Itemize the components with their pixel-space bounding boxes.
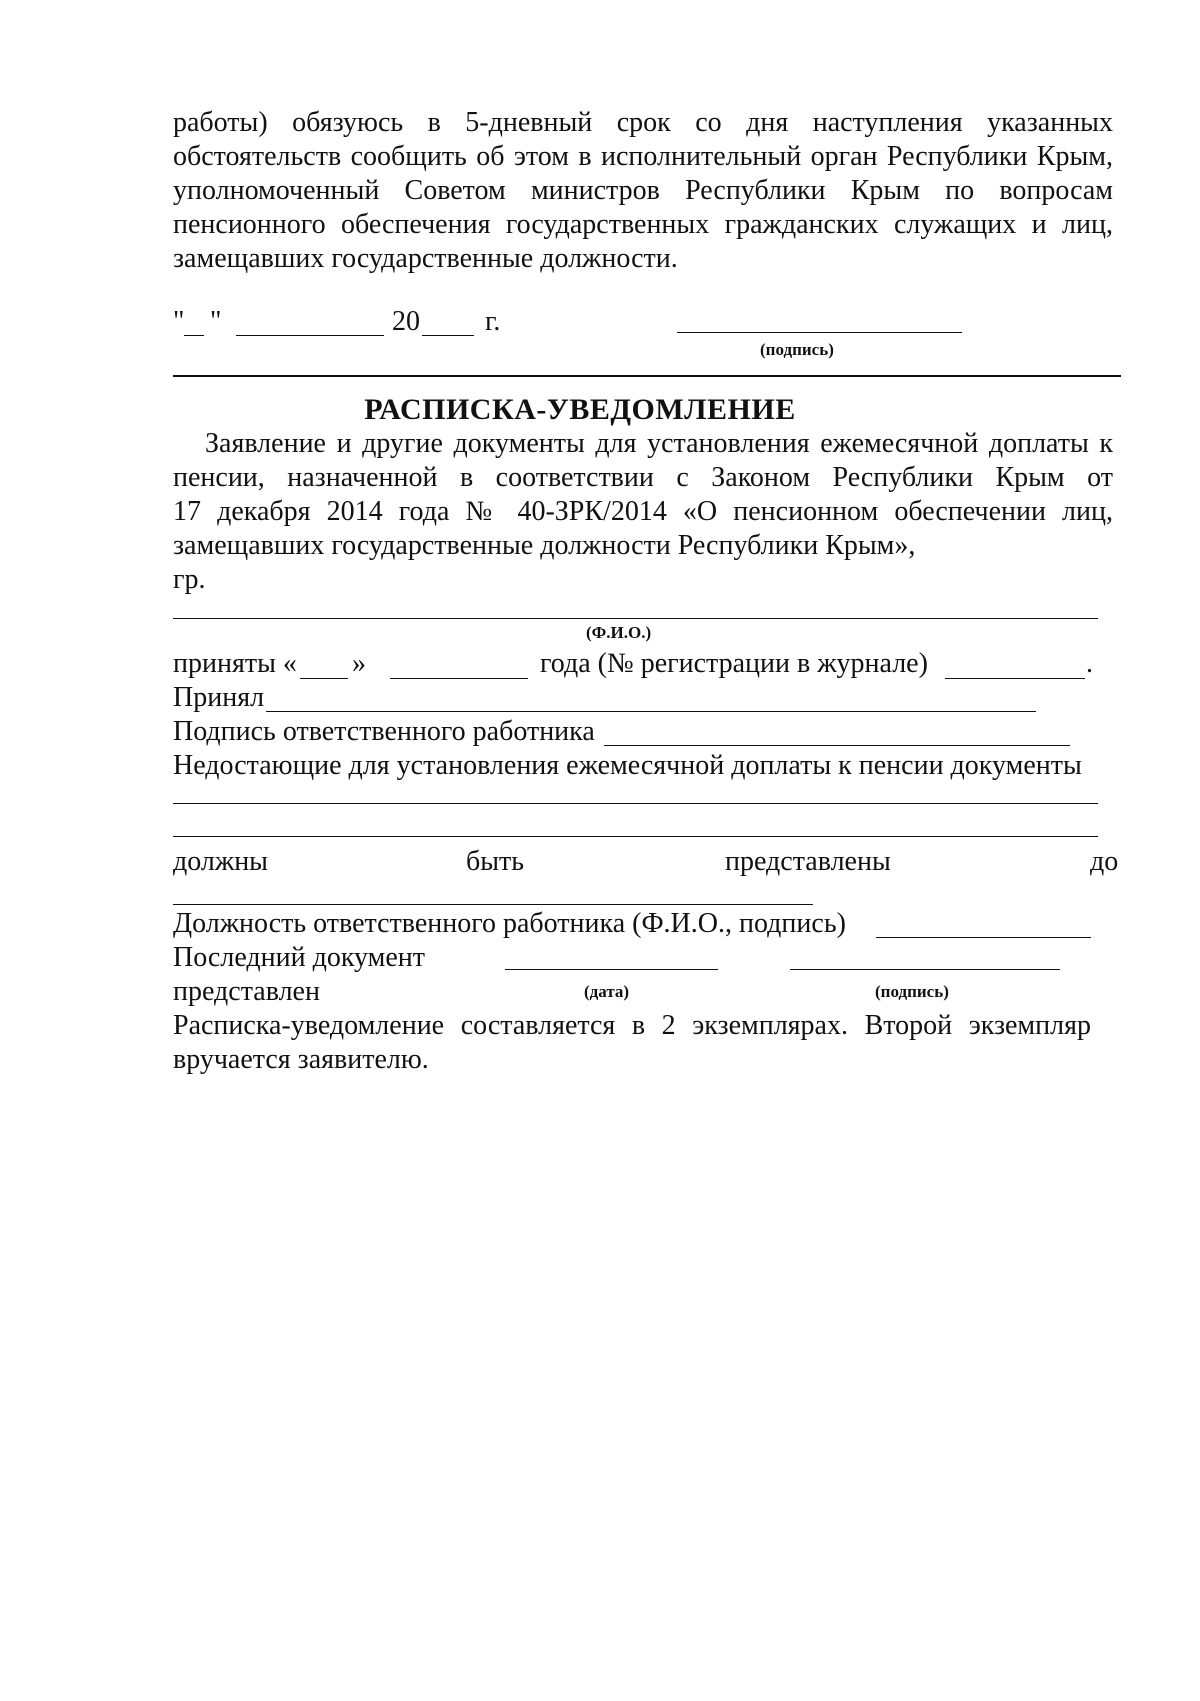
- closing-line: Расписка-уведомление составляется в 2 экземплярах. Второй экземпляр: [173, 1010, 1091, 1041]
- must-word: быть: [466, 846, 525, 877]
- must-word: представлены: [725, 846, 891, 877]
- date-caption: (дата): [584, 982, 630, 1001]
- top-paragraph-line: работы) обязуюсь в 5-дневный срок со дня наступления указанных: [173, 107, 1113, 138]
- year-suffix: г.: [485, 306, 501, 337]
- date-quote-open: ": [173, 306, 185, 337]
- last-doc-label-2: представлен: [173, 976, 320, 1007]
- receipt-line: пенсии, назначенной в соответствии с Законом Республики Крым от: [173, 462, 1113, 493]
- accepted-day-blank: [300, 678, 348, 679]
- year-prefix: 20: [392, 306, 420, 337]
- position-responsible-blank: [876, 937, 1091, 938]
- top-paragraph-line: уполномоченный Советом министров Республики Крым по вопросам: [173, 175, 1113, 206]
- fio-caption: (Ф.И.О.): [586, 623, 652, 642]
- receipt-line: Заявление и другие документы для установления ежемесячной доплаты к: [205, 428, 1113, 459]
- fio-blank: [173, 618, 1098, 619]
- section-separator: [173, 375, 1121, 377]
- deadline-blank: [173, 904, 813, 905]
- accepted-mid: »: [352, 648, 366, 679]
- last-doc-label: Последний документ: [173, 942, 426, 973]
- day-blank: [184, 335, 204, 336]
- responsible-signature-blank: [604, 745, 1070, 746]
- last-doc-signature-blank: [790, 969, 1060, 970]
- missing-docs-blank: [173, 803, 1098, 804]
- missing-docs-text: Недостающие для установления ежемесячной доплаты к пенсии документы: [173, 750, 1082, 781]
- must-word: до: [1090, 846, 1119, 877]
- responsible-signature-label: Подпись ответственного работника: [173, 716, 595, 747]
- top-paragraph-line: обстоятельств сообщить об этом в исполнительный орган Республики Крым,: [173, 141, 1113, 172]
- accepted-by-label: Принял: [173, 682, 265, 713]
- missing-docs-blank: [173, 836, 1098, 837]
- signature-blank: [677, 332, 962, 333]
- citizen-label: гр.: [173, 564, 206, 595]
- accepted-by-blank: [266, 711, 1036, 712]
- top-paragraph-line: пенсионного обеспечения государственных гражданских служащих и лиц,: [173, 209, 1113, 240]
- receipt-line: 17 декабря 2014 года № 40-ЗРК/2014 «О пенсионном обеспечении лиц,: [173, 496, 1113, 527]
- date-quote-close: ": [210, 306, 222, 337]
- receipt-line: замещавших государственные должности Республики Крым»,: [173, 530, 916, 561]
- closing-line: вручается заявителю.: [173, 1044, 429, 1075]
- registration-number-blank: [945, 678, 1085, 679]
- month-blank: [236, 335, 384, 336]
- accepted-year-text: года (№ регистрации в журнале): [540, 648, 928, 679]
- must-word: должны: [173, 846, 268, 877]
- signature-caption: (подпись): [760, 340, 834, 359]
- last-doc-signature-caption: (подпись): [875, 982, 949, 1001]
- accepted-month-blank: [390, 678, 528, 679]
- top-paragraph-line: замещавших государственные должности.: [173, 243, 678, 274]
- position-responsible-label: Должность ответственного работника (Ф.И.О., подпись): [173, 908, 846, 939]
- receipt-title: РАСПИСКА-УВЕДОМЛЕНИЕ: [364, 393, 796, 426]
- accepted-end: .: [1086, 648, 1093, 679]
- accepted-prefix: приняты «: [173, 648, 297, 679]
- year-blank: [422, 335, 474, 336]
- last-doc-date-blank: [505, 969, 718, 970]
